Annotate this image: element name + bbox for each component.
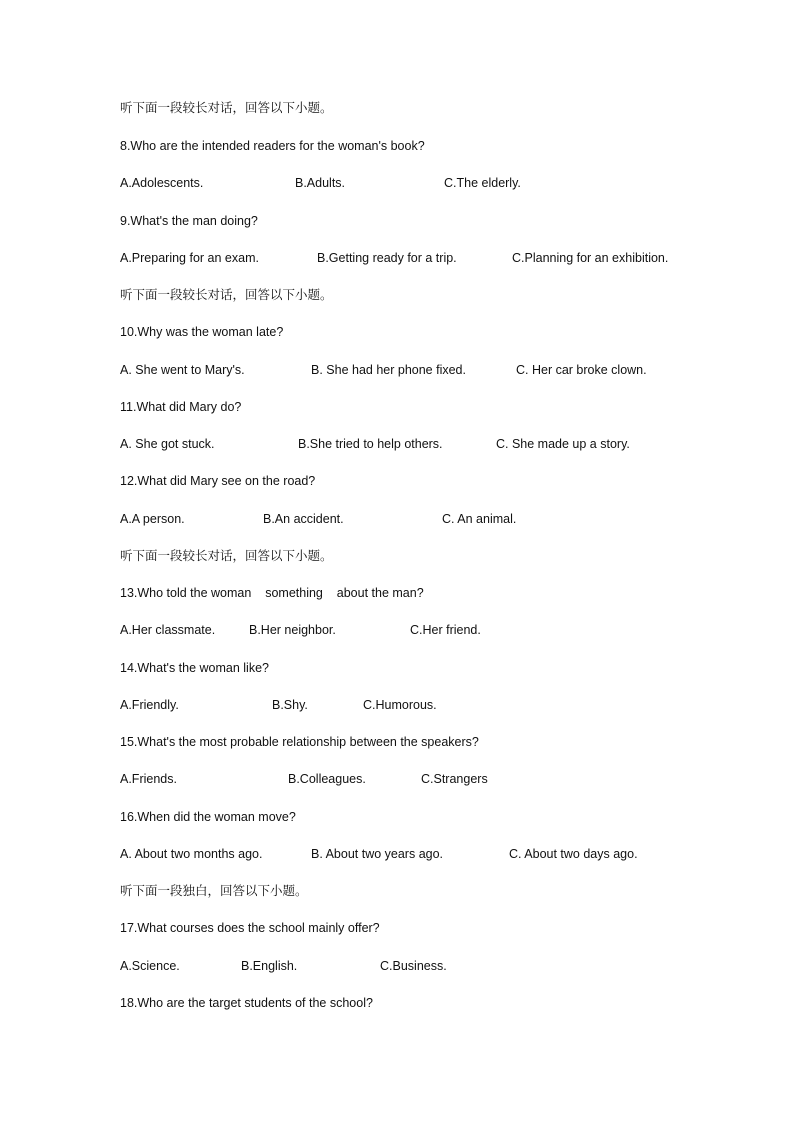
section-heading-2: 听下面一段较长对话，回答以下小题。 bbox=[120, 287, 333, 302]
option-c: C.The elderly. bbox=[444, 176, 521, 190]
option-a: A.Her classmate. bbox=[120, 623, 216, 637]
option-b: B.English. bbox=[241, 959, 298, 973]
option-c: C.Her friend. bbox=[410, 623, 481, 637]
option-b: B. She had her phone fixed. bbox=[311, 363, 466, 377]
option-a: A.Science. bbox=[120, 959, 180, 973]
option-b: B. About two years ago. bbox=[311, 847, 444, 861]
question-9-stem: 9.What's the man doing? bbox=[120, 214, 258, 228]
option-a: A.Preparing for an exam. bbox=[120, 251, 259, 265]
question-14-stem: 14.What's the woman like? bbox=[120, 661, 269, 675]
option-c: C.Planning for an exhibition. bbox=[512, 251, 669, 265]
option-a: A.Friendly. bbox=[120, 698, 179, 712]
section-heading-1: 听下面一段较长对话，回答以下小题。 bbox=[120, 100, 333, 115]
question-16-stem: 16.When did the woman move? bbox=[120, 810, 296, 824]
option-c: C. Her car broke clown. bbox=[516, 363, 647, 377]
question-17-stem: 17.What courses does the school mainly offer? bbox=[120, 921, 380, 935]
section-heading-4: 听下面一段独白，回答以下小题。 bbox=[120, 883, 308, 898]
option-a: A.Adolescents. bbox=[120, 176, 204, 190]
option-b: B.An accident. bbox=[263, 512, 344, 526]
option-b: B.Adults. bbox=[295, 176, 346, 190]
option-b: B.Shy. bbox=[272, 698, 308, 712]
option-a: A. She got stuck. bbox=[120, 437, 215, 451]
option-c: C.Humorous. bbox=[363, 698, 437, 712]
option-b: B.Colleagues. bbox=[288, 772, 366, 786]
option-b: B.Getting ready for a trip. bbox=[317, 251, 457, 265]
question-11-stem: 11.What did Mary do? bbox=[120, 400, 242, 414]
section-heading-3: 听下面一段较长对话，回答以下小题。 bbox=[120, 548, 333, 563]
option-c: C. About two days ago. bbox=[509, 847, 638, 861]
question-18-stem: 18.Who are the target students of the school? bbox=[120, 996, 373, 1010]
option-b: B.She tried to help others. bbox=[298, 437, 443, 451]
question-12-stem: 12.What did Mary see on the road? bbox=[120, 474, 316, 488]
question-10-stem: 10.Why was the woman late? bbox=[120, 325, 284, 339]
option-b: B.Her neighbor. bbox=[249, 623, 336, 637]
question-13-stem: 13.Who told the woman something about the man? bbox=[120, 586, 424, 600]
option-c: C. She made up a story. bbox=[496, 437, 630, 451]
question-15-stem: 15.What's the most probable relationship between the speakers? bbox=[120, 735, 479, 749]
option-a: A. About two months ago. bbox=[120, 847, 263, 861]
option-c: C.Strangers bbox=[421, 772, 488, 786]
question-8-stem: 8.Who are the intended readers for the woman's book? bbox=[120, 139, 425, 153]
option-c: C.Business. bbox=[380, 959, 447, 973]
option-c: C. An animal. bbox=[442, 512, 517, 526]
option-a: A. She went to Mary's. bbox=[120, 363, 245, 377]
option-a: A.Friends. bbox=[120, 772, 177, 786]
option-a: A.A person. bbox=[120, 512, 185, 526]
